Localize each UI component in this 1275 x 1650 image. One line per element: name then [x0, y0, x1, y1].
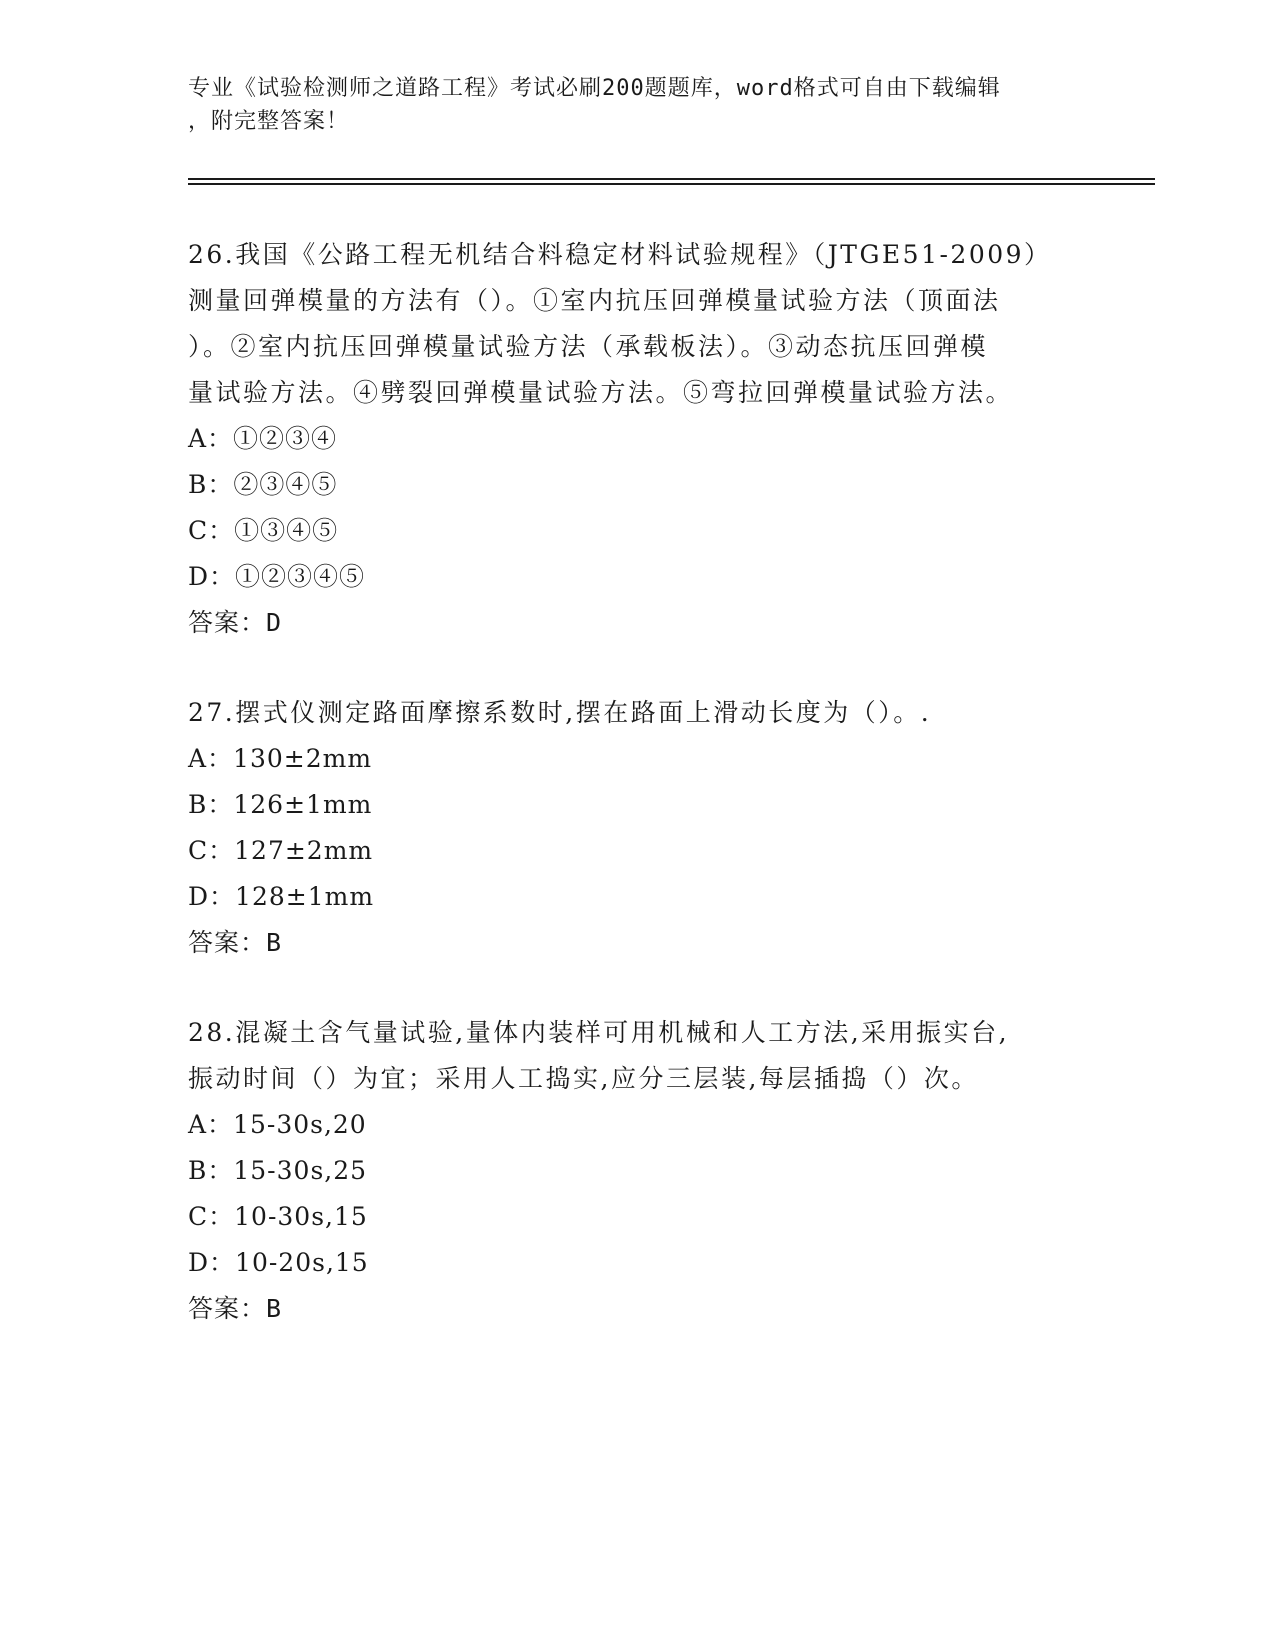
question-text-line: 振动时间（）为宜；采用人工捣实,应分三层装,每层插捣（）次。: [188, 1064, 979, 1093]
answer: 答案：B: [188, 928, 283, 957]
question-text-line: 26.我国《公路工程无机结合料稳定材料试验规程》（JTGE51-2009）: [188, 240, 1052, 269]
option-b: B：15-30s,25: [188, 1156, 368, 1185]
question-text-line: 28.混凝土含气量试验,量体内装样可用机械和人工方法,采用振实台,: [188, 1018, 1010, 1047]
header-divider-top: [188, 178, 1155, 180]
question-text-line: 量试验方法。④劈裂回弹模量试验方法。⑤弯拉回弹模量试验方法。: [188, 378, 1014, 407]
question-text-line: ）。②室内抗压回弹模量试验方法（承载板法）。③动态抗压回弹模: [188, 332, 989, 361]
question-27: [188, 690, 1088, 966]
option-d: D：①②③④⑤: [188, 562, 366, 591]
answer: 答案：B: [188, 1294, 283, 1323]
option-b: B：126±1mm: [188, 790, 373, 819]
question-28: [188, 1010, 1088, 1332]
option-d: D：10-20s,15: [188, 1248, 369, 1277]
header-line-1: 专业《试验检测师之道路工程》考试必刷200题题库，word格式可自由下载编辑: [188, 76, 1001, 101]
header-line-2: ，附完整答案！: [188, 109, 350, 134]
option-a: A：130±2mm: [188, 744, 373, 773]
option-c: C：①③④⑤: [188, 516, 339, 545]
option-a: A：①②③④: [188, 424, 338, 453]
option-b: B：②③④⑤: [188, 470, 338, 499]
option-c: C：10-30s,15: [188, 1202, 368, 1231]
header-divider-bottom: [188, 183, 1155, 185]
question-26: [188, 232, 1088, 646]
page-header: [188, 72, 1088, 138]
option-c: C：127±2mm: [188, 836, 374, 865]
question-text-line: 27.摆式仪测定路面摩擦系数时,摆在路面上滑动长度为（）。.: [188, 698, 932, 727]
answer: 答案：D: [188, 608, 283, 637]
question-text-line: 测量回弹模量的方法有（）。①室内抗压回弹模量试验方法（顶面法: [188, 286, 1001, 315]
option-d: D：128±1mm: [188, 882, 375, 911]
option-a: A：15-30s,20: [188, 1110, 367, 1139]
